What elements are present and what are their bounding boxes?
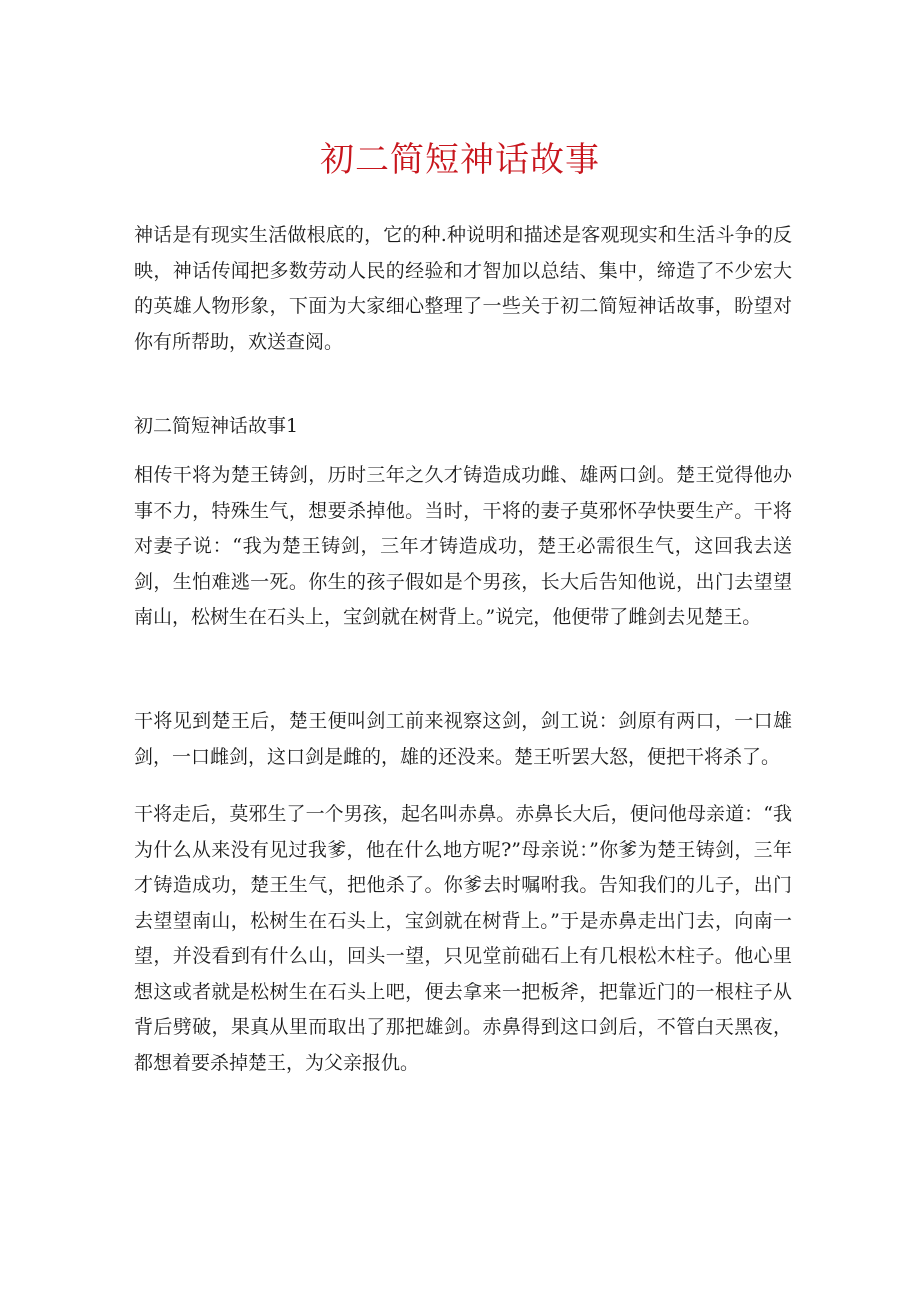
story-paragraph-1: 相传干将为楚王铸剑，历时三年之久才铸造成功雌、雄两口剑。楚王觉得他办事不力，特殊生气，想要杀掉他。当时，干将的妻子莫邪怀孕快要生产。干将对妻子说：“我为楚王铸剑，三年才铸造成功，楚王必需很生气，这回我去送剑，生怕难逃一死。你生的孩子假如是个男孩，长大后告知他说，出门去望望南山，松树生在石头上，宝剑就在树背上。”说完，他便带了雌剑去见楚王。 bbox=[134, 464, 792, 628]
intro-paragraph: 神话是有现实生活做根底的，它的种.种说明和描述是客观现实和生活斗争的反映，神话传闻把多数劳动人民的经验和才智加以总结、集中，缔造了不少宏大的英雄人物形象，下面为大家细心整理了一些关于初二简短神话故事，盼望对你有所帮助，欢送查阅。 bbox=[134, 224, 792, 353]
story-paragraph-2: 干将见到楚王后，楚王便叫剑工前来视察这剑，剑工说：剑原有两口，一口雄剑，一口雌剑，这口剑是雌的，雄的还没来。楚王听罢大怒，便把干将杀了。 bbox=[134, 710, 792, 768]
document-title: 初二简短神话故事 bbox=[320, 140, 600, 180]
story-paragraph-3: 干将走后，莫邪生了一个男孩，起名叫赤鼻。赤鼻长大后，便问他母亲道：“我为什么从来没有见过我爹，他在什么地方呢?”母亲说：”你爹为楚王铸剑，三年才铸造成功，楚王生气，把他杀了。你爹去时嘱咐我。告知我们的儿子，出门去望望南山，松树生在石头上，宝剑就在树背上。”于是赤鼻走出门去，向南一望，并没看到有什么山，回头一望，只见堂前础石上有几根松木柱子。他心里想这或者就是松树生在石头上吧，便去拿来一把板斧，把靠近门的一根柱子从背后劈破，果真从里而取出了那把雄剑。赤鼻得到这口剑后，不管白天黑夜，都想着要杀掉楚王，为父亲报仇。 bbox=[134, 803, 792, 1074]
section-heading: 初二简短神话故事1 bbox=[134, 415, 299, 437]
